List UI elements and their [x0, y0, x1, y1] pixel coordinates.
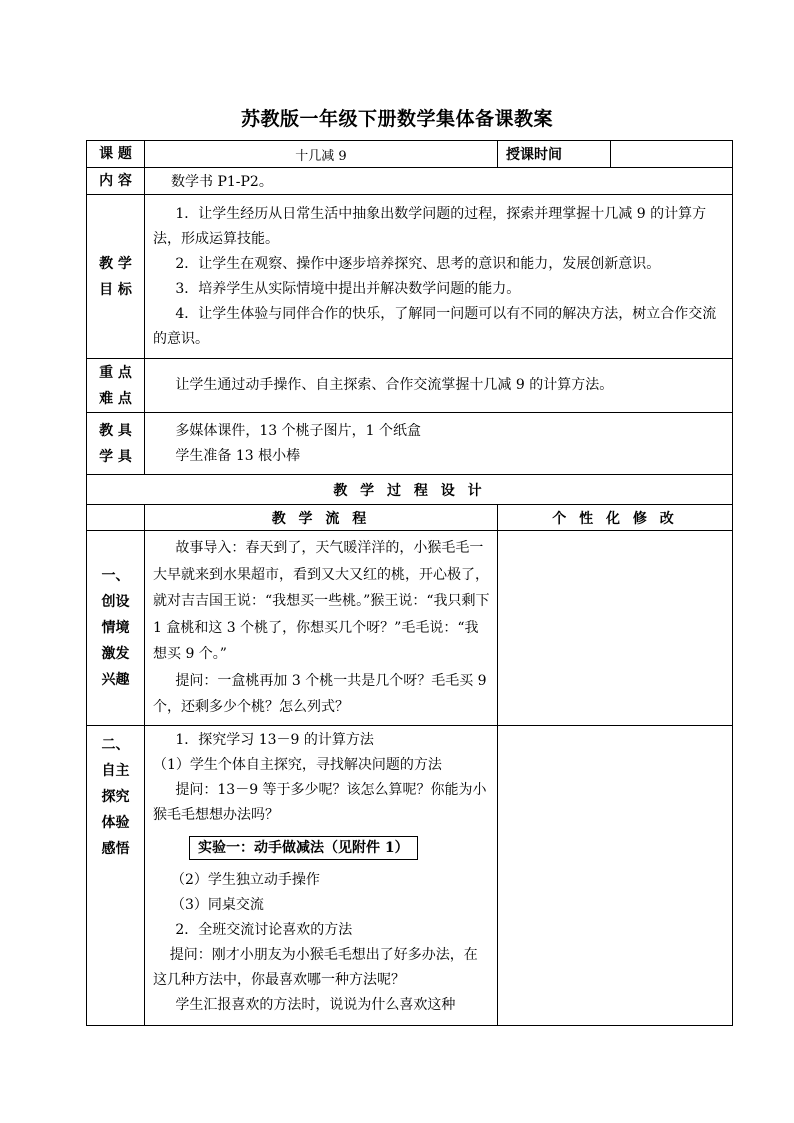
goals-label	[87, 195, 145, 359]
row-content	[87, 168, 733, 195]
step-2-label-line: 自主	[101, 762, 130, 779]
step-1-para-2: 提问：一盒桃再加 3 个桃一共是几个呀？毛毛买 9 个，还剩多少个桃？怎么列式？	[153, 672, 487, 715]
key-points-content	[145, 359, 733, 413]
step-2-label-line: 体验	[101, 814, 130, 831]
step-1-label-line: 情境	[101, 619, 130, 636]
step-2-label-line: 感悟	[101, 840, 130, 857]
step-1-label	[87, 531, 145, 726]
step-1-label-line: 兴趣	[101, 671, 130, 688]
process-section-title: 教 学 过 程 设 计	[87, 475, 733, 505]
step-2-line-6: 2．全班交流讨论喜欢的方法	[175, 921, 353, 938]
row-process-header	[87, 505, 733, 531]
step-2-line-7: 提问：刚才小朋友为小猴毛毛想出了好多办法，在这几种方法中，你最喜欢哪一种方法呢？	[153, 946, 478, 988]
step-2-line-4: （2）学生独立动手操作	[171, 871, 320, 888]
key-points-label-line-1: 重 点	[99, 364, 132, 381]
row-topic	[87, 141, 733, 168]
time-value	[611, 141, 733, 168]
tools-line-2: 学生准备 13 根小棒	[175, 447, 301, 464]
goals-label-line-2: 目 标	[99, 281, 132, 298]
row-tools	[87, 413, 733, 475]
step-1-personal	[498, 531, 733, 726]
tools-line-1: 多媒体课件，13 个桃子图片，1 个纸盒	[175, 422, 422, 439]
row-step-1	[87, 531, 733, 726]
step-2-personal	[498, 725, 733, 1025]
step-2-label-line: 探究	[101, 788, 130, 805]
key-points-text: 让学生通过动手操作、自主探索、合作交流掌握十几减 9 的计算方法。	[175, 377, 614, 393]
step-1-label-line: 创设	[101, 593, 130, 610]
key-points-label	[87, 359, 145, 413]
step-1-label-line: 一、	[101, 567, 130, 584]
content-value: 数学书 P1-P2。	[145, 168, 733, 195]
tools-label-line-1: 教 具	[99, 422, 132, 439]
goals-label-line-1: 教 学	[99, 255, 132, 272]
step-2-line-3: 提问：13－9 等于多少呢？该怎么算呢？你能为小猴毛毛想想办法吗？	[153, 781, 487, 823]
experiment-box: 实验一：动手做减法（见附件 1）	[189, 836, 418, 860]
step-2-line-5: （3）同桌交流	[171, 896, 264, 913]
step-2-line-8: 学生汇报喜欢的方法时，说说为什么喜欢这种	[175, 996, 456, 1013]
process-header-empty	[87, 505, 145, 531]
goal-item: 4．让学生体验与同伴合作的快乐，了解同一问题可以有不同的解决方法，树立合作交流的意识。	[153, 305, 717, 347]
lesson-plan-table	[86, 140, 733, 1026]
tools-content	[145, 413, 733, 475]
content-label: 内 容	[87, 168, 145, 195]
step-1-content	[145, 531, 498, 726]
goal-item: 2．让学生在观察、操作中逐步培养探究、思考的意识和能力，发展创新意识。	[175, 255, 661, 272]
step-2-label-line: 二、	[101, 736, 130, 753]
step-2-content	[145, 725, 498, 1025]
row-process-title	[87, 475, 733, 505]
step-2-line-2: （1）学生个体自主探究，寻找解决问题的方法	[153, 756, 442, 773]
topic-value: 十几减 9	[145, 141, 498, 168]
row-goals	[87, 195, 733, 359]
goal-item: 3．培养学生从实际情境中提出并解决数学问题的能力。	[175, 280, 521, 297]
step-1-para-1: 故事导入：春天到了，天气暖洋洋的，小猴毛毛一大早就来到水果超市，看到又大又红的桃，开心极了，就对吉吉国王说：“我想买一些桃。”猴王说：“我只剩下 1 盒桃和这 3 个桃了，你想买几个呀？”毛毛说：“我想买 9 个。”	[153, 540, 490, 662]
key-points-label-line-2: 难 点	[99, 390, 132, 407]
row-step-2	[87, 725, 733, 1025]
tools-label-line-2: 学 具	[99, 448, 132, 465]
process-col-personal: 个 性 化 修 改	[498, 505, 733, 531]
step-2-label	[87, 725, 145, 1025]
step-2-line-1: 1．探究学习 13－9 的计算方法	[175, 731, 374, 748]
experiment-box-wrap	[153, 828, 491, 868]
step-1-label-line: 激发	[101, 645, 130, 662]
topic-label: 课 题	[87, 141, 145, 168]
page-title: 苏教版一年级下册数学集体备课教案	[240, 108, 553, 130]
process-col-flow: 教 学 流 程	[145, 505, 498, 531]
goal-item: 1．让学生经历从日常生活中抽象出数学问题的过程，探索并理掌握十几减 9 的计算方法，形成运算技能。	[153, 205, 707, 247]
tools-label	[87, 413, 145, 475]
goals-content	[145, 195, 733, 359]
row-key-points	[87, 359, 733, 413]
time-label: 授课时间	[498, 141, 611, 168]
